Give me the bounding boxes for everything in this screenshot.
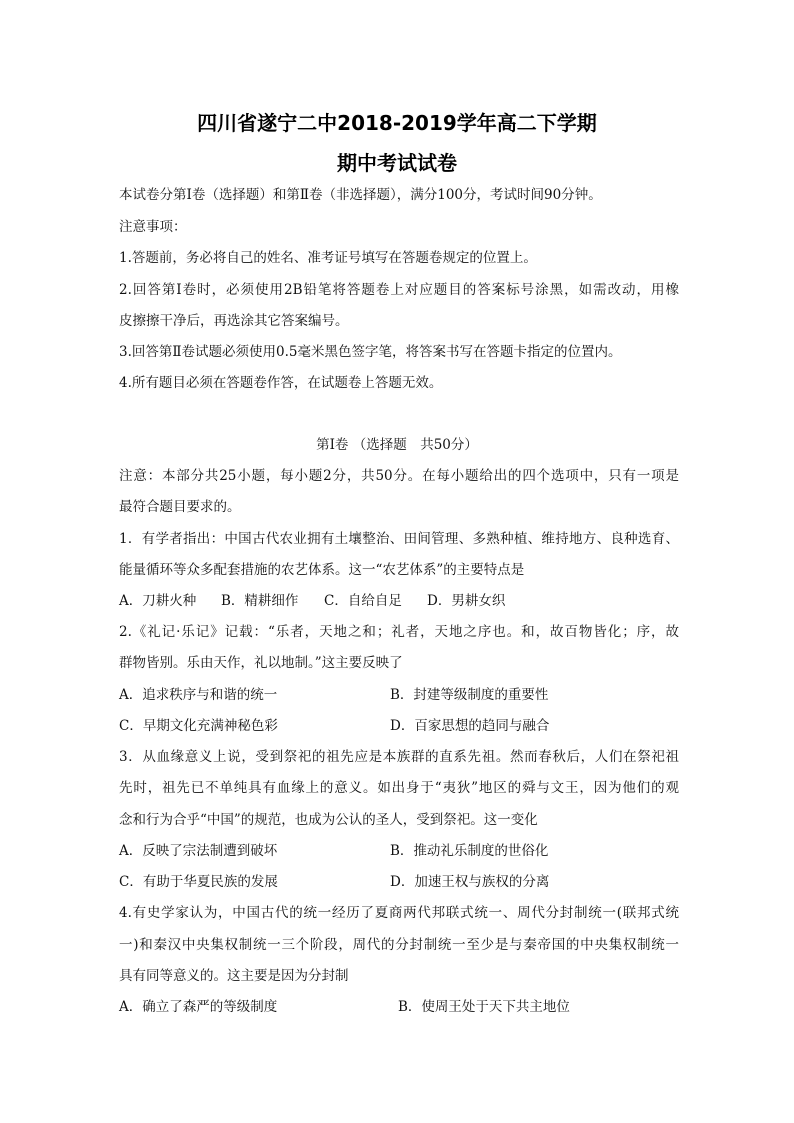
notice-item: 2.回答第Ⅰ卷时，必须使用2B铅笔将答题卷上对应题目的答案标号涂黑，如需改动，用橡 (119, 282, 679, 298)
question-2-option-a: A．追求秩序与和谐的统一 (119, 687, 278, 703)
notice-item: 皮擦擦干净后，再选涂其它答案编号。 (119, 313, 349, 329)
exam-subtitle: 期中考试试卷 (337, 151, 457, 175)
question-1-option-a: A．刀耕火种 (119, 593, 197, 609)
question-3-stem: 念和行为合乎“中国”的规范，也成为公认的圣人，受到祭祀。这一变化 (119, 812, 538, 828)
question-1-option-b: B．精耕细作 (221, 593, 299, 609)
question-2-stem: 群物皆别。乐由天作，礼以地制。”这主要反映了 (119, 655, 403, 671)
question-4-option-b: B．使周王处于天下共主地位 (398, 999, 570, 1015)
question-4-stem: 具有同等意义的。这主要是因为分封制 (119, 968, 349, 984)
question-2-option-d: D．百家思想的趋同与融合 (390, 718, 550, 734)
question-2-stem: 2.《礼记·乐记》记载：“乐者，天地之和；礼者，天地之序也。和，故百物皆化；序，故 (119, 624, 679, 640)
question-1-option-c: C．自给自足 (324, 593, 402, 609)
question-3-stem: 先时，祖先已不单纯具有血缘上的意义。如出身于“夷狄”地区的舜与文王，因为他们的观 (119, 780, 679, 796)
notice-item: 3.回答第Ⅱ卷试题必须使用0.5毫米黑色签字笔，将答案书写在答题卡指定的位置内。 (119, 344, 622, 360)
question-3-stem: 3．从血缘意义上说，受到祭祀的祖先应是本族群的直系先祖。然而春秋后，人们在祭祀祖 (119, 749, 679, 765)
notice-heading: 注意事项： (119, 219, 187, 235)
question-2-option-c: C．早期文化充满神秘色彩 (119, 718, 278, 734)
question-4-stem: 4.有史学家认为，中国古代的统一经历了夏商两代邦联式统一、周代分封制统一(联邦式统 (119, 905, 679, 921)
section-note: 注意：本部分共25小题，每小题2分，共50分。在每小题给出的四个选项中，只有一项是 (119, 468, 679, 484)
question-3-option-d: D．加速王权与族权的分离 (390, 874, 550, 890)
question-4-option-a: A．确立了森严的等级制度 (119, 999, 278, 1015)
section-title: 第Ⅰ卷 （选择题 共50分） (316, 437, 478, 453)
exam-title: 四川省遂宁二中2018-2019学年高二下学期 (197, 111, 597, 135)
notice-item: 1.答题前，务必将自己的姓名、准考证号填写在答题卷规定的位置上。 (119, 250, 537, 266)
question-1-stem: 能量循环等众多配套措施的农艺体系。这一“农艺体系”的主要特点是 (119, 562, 525, 578)
question-1-option-d: D．男耕女织 (427, 593, 506, 609)
question-4-stem: 一)和秦汉中央集权制统一三个阶段，周代的分封制统一至少是与秦帝国的中央集权制统一 (119, 937, 679, 953)
exam-intro: 本试卷分第Ⅰ卷（选择题）和第Ⅱ卷（非选择题），满分100分，考试时间90分钟。 (119, 187, 602, 203)
question-3-option-b: B．推动礼乐制度的世俗化 (390, 843, 549, 859)
question-3-option-a: A．反映了宗法制遭到破坏 (119, 843, 278, 859)
question-2-option-b: B．封建等级制度的重要性 (390, 687, 549, 703)
section-note: 最符合题目要求的。 (119, 499, 241, 515)
question-1-stem: 1．有学者指出：中国古代农业拥有土壤整治、田间管理、多熟种植、维持地方、良种选育、 (119, 531, 679, 547)
question-3-option-c: C．有助于华夏民族的发展 (119, 874, 278, 890)
notice-item: 4.所有题目必须在答题卷作答，在试题卷上答题无效。 (119, 375, 443, 391)
